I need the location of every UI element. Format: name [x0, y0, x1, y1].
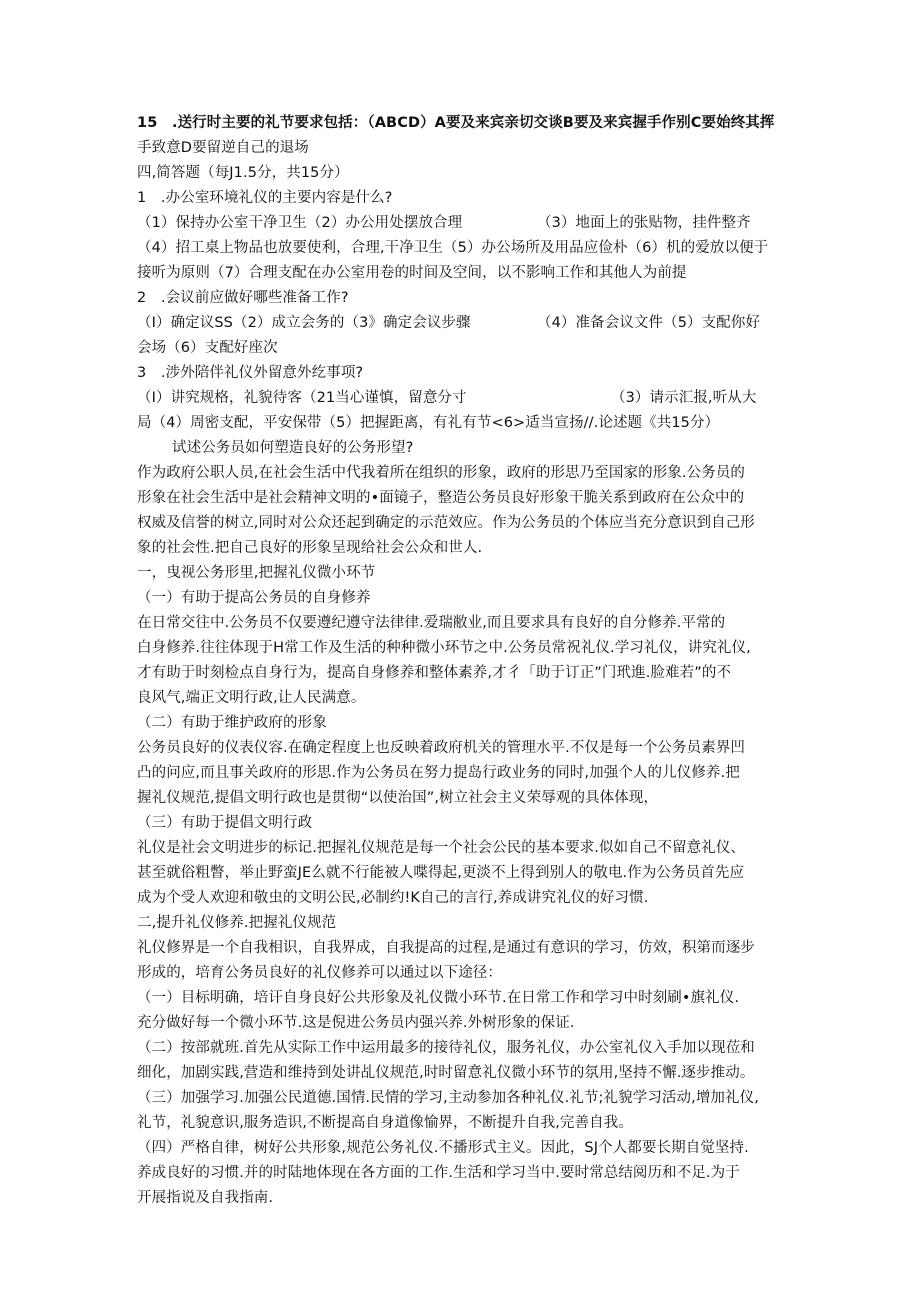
essay-line: 养成良好的习惯.并的时陆地体现在各方面的工作.生活和学习当中.要时常总结阅历和不足.为于	[137, 1165, 740, 1181]
essay-line: 成为个受人欢迎和敬虫的文明公民,必制约!K自己的言行,养成讲究礼仪的好习惯.	[137, 890, 649, 906]
essay-line: 形象在社会生活中是社会精神文明的•面镜子，整造公务员良好形象干脆关系到政府在公众中的	[137, 490, 745, 506]
short-question-2: 2 .会议前应做好哪些准备工作?	[137, 290, 349, 306]
essay-line: 细化，加剧实践,营造和维持到处讲乩仪规范,时时留意礼仪微小环节的氛用,坚持不懈.逐步推动。	[137, 1065, 755, 1081]
essay-line: 在日常交往中.公务员不仅要遵纪遵守法律律.爱瑞敝业,而且要求具有良好的自分修养.平常的	[137, 615, 726, 631]
essay-line: 握礼仪规范,提倡文明行政也是贯彻“以使治国”,树立社会主义荣辱观的具体体现，	[137, 790, 659, 806]
question-15-line-1: 15 .送行时主要的礼节要求包括：（ABCD）A要及来宾亲切交谈B要及来宾握手作别C要始终其挥	[137, 115, 775, 131]
essay-line: 公务员良好的仪表仪容.在确定程度上也反映着政府机关的管理水平.不仅是每一个公务员素界凹	[137, 740, 746, 756]
section-4-title: 四,简答题（每J1.5分，共15分）	[137, 165, 349, 181]
short-question-3: 3 .涉外陪伴礼仪外留意外纥事项?	[137, 365, 364, 381]
essay-line: 权威及信誉的树立,同时对公众还起到确定的示范效应。作为公务员的个体应当充分意识到自己形	[137, 515, 755, 531]
essay-line: 形成的，培育公务员良好的礼仪修养可以通过以下途径：	[137, 965, 502, 981]
essay-line: （二）按部就班.首先从实际工作中运用最多的接待礼仪，服务礼仪，办公室礼仪入手加以现莅和	[137, 1040, 755, 1056]
essay-line: 才有助于时刻检点自身行为，提高自身修养和整体素养,才彳「助于订正”门玳進.脸难若”的不	[137, 665, 732, 681]
essay-line: 作为政府公职人员,在社会生活中代我着所在组织的形象，政府的形思乃至国家的形象.公务员的	[137, 465, 746, 481]
short-answer-1-line-1-left: （1）保持办公室干净卫生（2）办公用处摆放合理	[137, 215, 463, 231]
short-answer-1-line-2: （4）招工桌上物品也放要使利，合理,干净卫生（5）办公场所及用品应俭朴（6）机的爱放以便于	[137, 240, 769, 256]
essay-line: 礼节，礼貌意识,服务造识,不断提高自身道像愉界，不断提升自我,完善自我。	[137, 1115, 633, 1131]
essay-question: 试述公务员如何塑造良好的公务形望?	[172, 440, 414, 456]
essay-line: 良风气,端正文明行政,让人民满意。	[137, 690, 366, 706]
short-answer-3-line-1-right: （3）请示汇报,听从大	[611, 390, 757, 406]
essay-line: （三）加强学习.加强公民道德.国情.民情的学习,主动参加各种礼仪.礼节;礼貌学习活动,增加礼仪,	[137, 1090, 759, 1106]
short-answer-2-line-1-right: （4）准备会议文件（5）支配你好	[537, 315, 761, 331]
essay-line: 一，曳视公务形里,把握礼仪微小环节	[137, 565, 376, 581]
short-answer-2-line-1-left: （I）确定议SS（2）成立会务的（3》确定会议步骤	[137, 315, 471, 331]
short-question-1: 1 .办公室环境礼仪的主要内容是什么?	[137, 190, 393, 206]
essay-line: 象的社会性.把自己良好的形象呈现给社会公众和世人.	[137, 540, 483, 556]
essay-line: （一）有助于提高公务员的自身修养	[137, 590, 371, 606]
essay-line: 充分做好每一个微小环节.这是倪进公务员内强兴养.外树形象的保证.	[137, 1015, 575, 1031]
essay-line: （一）目标明确，培讦自身良好公共形象及礼仪微小环节.在日常工作和学习中时刻刷•旗礼仪.	[137, 990, 740, 1006]
question-15-line-2: 手致意D要留逆自己的退场	[137, 140, 309, 156]
essay-line: 开展指说及自我指南.	[137, 1190, 274, 1206]
essay-line: 二,提升礼仪修养.把握礼仪规范	[137, 915, 337, 931]
essay-line: 礼仪修界是一个自我相识，自我界成，自我提高的过程,是通过有意识的学习，仿效，积第而逐步	[137, 940, 755, 956]
essay-line: 礼仪是社会文明进步的标记.把握礼仪规范是每一个社会公民的基本要求.似如自己不留意礼仪、	[137, 840, 746, 856]
essay-line: （三）有助于提倡文明行政	[137, 815, 313, 831]
short-answer-3-line-2: 局（4）周密支配，平安保带（5）把握距离，有礼有节<6>适当宣扬//.论述题《共15分）	[137, 415, 720, 431]
short-answer-1-line-3: 接听为原则（7）合理支配在办公室用卷的时间及空间，以不影响工作和其他人为前提	[137, 265, 687, 281]
short-answer-3-line-1	[137, 388, 797, 408]
short-answer-2-line-2: 会场（6）支配好座次	[137, 340, 278, 356]
essay-line: 甚至就俗粗瞥，举止野蛮JE么就不行能被人喋得起,更淡不上得到别人的敬电.作为公务员首先应	[137, 865, 745, 881]
essay-line: （二）有助于维护政府的形象	[137, 715, 327, 731]
short-answer-1-line-1	[137, 213, 797, 233]
short-answer-3-line-1-left: （I）讲究规格，礼貌待客（21当心谨慎，留意分寸	[137, 390, 467, 406]
essay-line: （四）严格自律，树好公共形象,规范公务礼仪.不播形式主义。因此，SJ个人都要长期自觉坚持.	[137, 1140, 749, 1156]
essay-line: 白身修养.往往体现于H常工作及生活的种种微小环节之中.公务员常祝礼仪.学习礼仪，讲究礼仪,	[137, 640, 751, 656]
essay-line: 凸的问应,而且事关政府的形思.作为公务员在努力提岛行政业务的同时,加强个人的儿仪修养.把	[137, 765, 740, 781]
short-answer-2-line-1	[137, 313, 797, 333]
short-answer-1-line-1-right: （3）地面上的张贴物，挂件整齐	[537, 215, 751, 231]
